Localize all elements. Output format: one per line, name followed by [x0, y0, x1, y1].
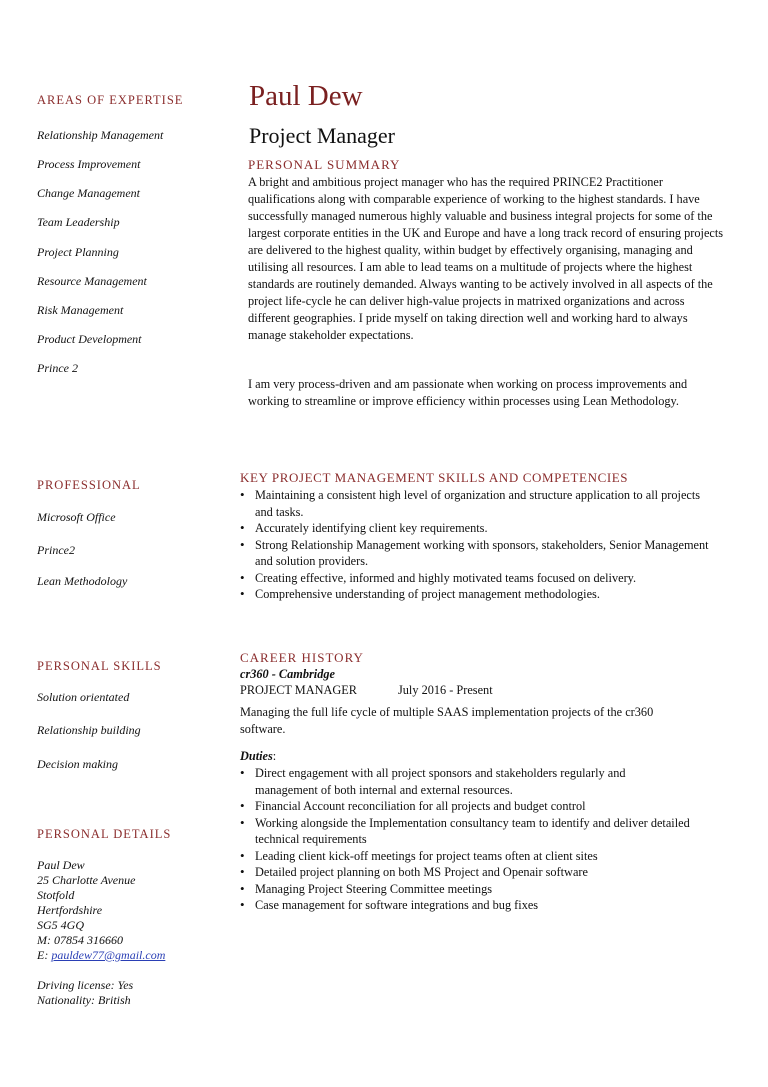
duty-item: • Working alongside the Implementation consultancy team to identify and deliver detailed technical requirements — [240, 815, 690, 848]
expertise-item: Relationship Management — [37, 128, 164, 142]
details-nationality: Nationality: British — [37, 993, 131, 1007]
candidate-name: Paul Dew — [249, 80, 363, 112]
personal-skill-item: Decision making — [37, 757, 118, 771]
career-dates: July 2016 - Present — [398, 683, 493, 697]
expertise-item: Product Development — [37, 332, 142, 346]
duty-item: • Leading client kick-off meetings for project teams often at client sites — [240, 848, 690, 865]
details-email-line — [37, 948, 165, 963]
personal-skill-item: Relationship building — [37, 723, 141, 737]
details-town: Stotfold — [37, 888, 75, 902]
skills-list-item: • Comprehensive understanding of project management methodologies. — [240, 586, 710, 603]
details-address: 25 Charlotte Avenue — [37, 873, 136, 887]
duties-label: Duties — [240, 749, 273, 763]
professional-item: Lean Methodology — [37, 574, 128, 588]
personal-details-block — [37, 858, 165, 1008]
skills-list-item: • Strong Relationship Management working with sponsors, stakeholders, Senior Management and solution providers. — [240, 537, 710, 570]
details-driving: Driving license: Yes — [37, 978, 134, 992]
details-name: Paul Dew — [37, 858, 85, 872]
candidate-title: Project Manager — [249, 123, 395, 148]
expertise-item: Change Management — [37, 186, 140, 200]
duty-item: • Detailed project planning on both MS Project and Openair software — [240, 864, 690, 881]
personal-skills-heading: PERSONAL SKILLS — [37, 659, 162, 673]
duties-colon: : — [272, 749, 277, 763]
expertise-item: Project Planning — [37, 245, 119, 259]
duties-list — [240, 765, 690, 914]
skills-list-item: • Accurately identifying client key requirements. — [240, 520, 710, 537]
expertise-item: Prince 2 — [37, 361, 78, 375]
professional-item: Microsoft Office — [37, 510, 116, 524]
expertise-item: Team Leadership — [37, 215, 120, 229]
personal-skill-item: Solution orientated — [37, 690, 130, 704]
skills-heading: KEY PROJECT MANAGEMENT SKILLS AND COMPETENCIES — [240, 470, 629, 485]
duty-item: • Direct engagement with all project sponsors and stakeholders regularly and management of both internal and external resources. — [240, 765, 690, 798]
details-spacer — [37, 963, 165, 978]
professional-item: Prince2 — [37, 543, 75, 557]
skills-list — [240, 487, 710, 603]
summary-paragraph-2: I am very process-driven and am passionate when working on process improvements and working to streamline or improve efficiency within processes using Lean Methodology. — [248, 377, 688, 408]
details-mobile: M: 07854 316660 — [37, 933, 123, 947]
duty-item: • Managing Project Steering Committee meetings — [240, 881, 690, 898]
career-position: PROJECT MANAGER — [240, 683, 357, 697]
duty-item: • Case management for software integrations and bug fixes — [240, 897, 690, 914]
summary-heading: PERSONAL SUMMARY — [248, 157, 401, 172]
expertise-heading: AREAS OF EXPERTISE — [37, 93, 184, 107]
professional-heading: PROFESSIONAL — [37, 478, 141, 492]
skills-list-item: • Maintaining a consistent high level of organization and structure application to all projects and tasks. — [240, 487, 710, 520]
details-postcode: SG5 4GQ — [37, 918, 84, 932]
skills-list-item: • Creating effective, informed and highly motivated teams focused on delivery. — [240, 570, 710, 587]
personal-details-heading: PERSONAL DETAILS — [37, 827, 172, 841]
expertise-item: Process Improvement — [37, 157, 141, 171]
career-heading: CAREER HISTORY — [240, 650, 364, 665]
summary-paragraph-1: A bright and ambitious project manager who has the required PRINCE2 Practitioner qualifications along with comparable experience of working to the highest standards. I have successfully managed numerous highly valuable and business integral projects for some of the largest corporate entities in the UK and Europe and have a long track record of ensuring projects are delivered to the highest quality, within budget by effectively organising, managing and utilising all resources. I am able to lead teams on a multitude of projects where the highest standards are routinely demanded. Always wanting to be actively involved in all aspects of the project life-cycle he can deliver high-value projects in matrixed organizations and across different geographies. I pride myself on taking direction well and working hard to always manage stakeholder expectations. — [248, 175, 724, 342]
duties-label-line — [240, 749, 276, 764]
details-county: Hertfordshire — [37, 903, 103, 917]
career-company: cr360 - Cambridge — [240, 667, 335, 681]
email-prefix: E: — [37, 948, 52, 962]
email-link[interactable]: pauldew77@gmail.com — [51, 948, 166, 962]
career-description: Managing the full life cycle of multiple SAAS implementation projects of the cr360 software. — [240, 705, 654, 736]
expertise-item: Resource Management — [37, 274, 147, 288]
duty-item: • Financial Account reconciliation for all projects and budget control — [240, 798, 690, 815]
expertise-item: Risk Management — [37, 303, 124, 317]
